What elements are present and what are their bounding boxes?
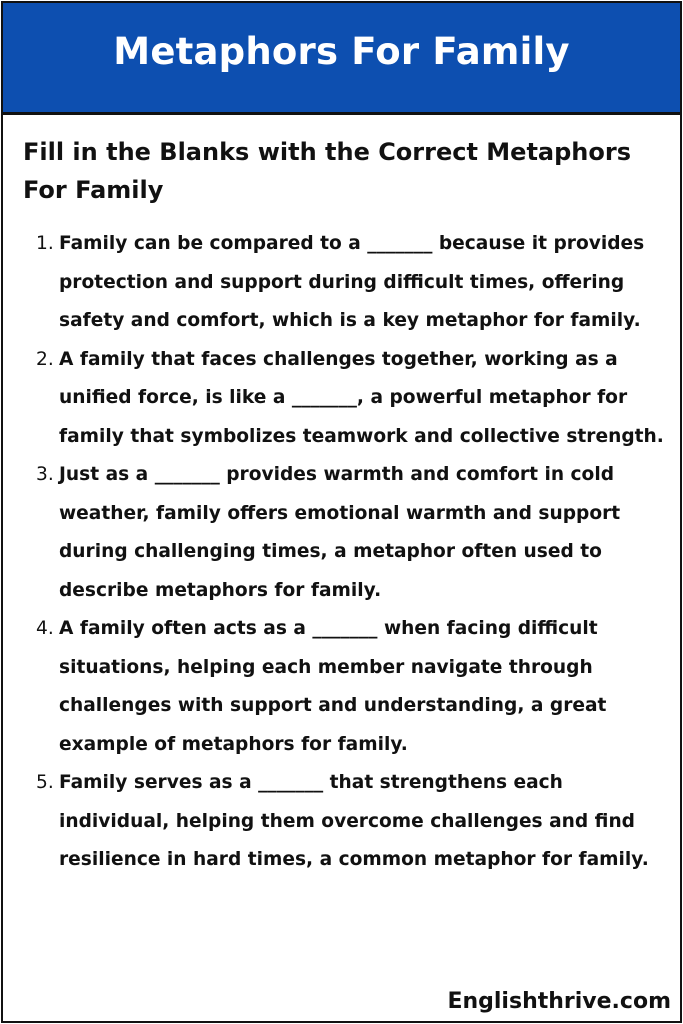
question-number: 4. [36,618,54,639]
site-watermark: Englishthrive.com [447,989,671,1014]
question-item [36,456,666,610]
title-banner [3,3,680,115]
question-text: Family can be compared to a _______ because it provides protection and support during difficult times, offering safety and comfort, which is a key metaphor for family. [59,233,645,331]
question-text: A family often acts as a _______ when facing difficult situations, helping each member navigate through challenges with support and understanding, a great example of metaphors for family. [59,618,607,755]
question-text: A family that faces challenges together, working as a unified force, is like a _______, a powerful metaphor for family that symbolizes teamwork and collective strength. [59,348,664,447]
question-number: 5. [36,772,54,793]
question-number: 1. [36,233,54,254]
question-item [36,610,666,764]
question-list [36,225,666,880]
question-item [36,225,666,341]
question-number: 2. [36,348,54,370]
question-text: Family serves as a _______ that strengthens each individual, helping them overcome challenges and find resilience in hard times, a common metaphor for family. [59,772,649,870]
page-title: Metaphors For Family [113,30,570,73]
worksheet-instructions: Fill in the Blanks with the Correct Metaphors For Family [23,138,632,204]
question-text: Just as a _______ provides warmth and comfort in cold weather, family offers emotional warmth and support during challenging times, a metaphor often used to describe metaphors for family. [59,464,621,601]
question-item [36,764,666,880]
question-number: 3. [36,464,54,485]
question-item [36,341,666,457]
